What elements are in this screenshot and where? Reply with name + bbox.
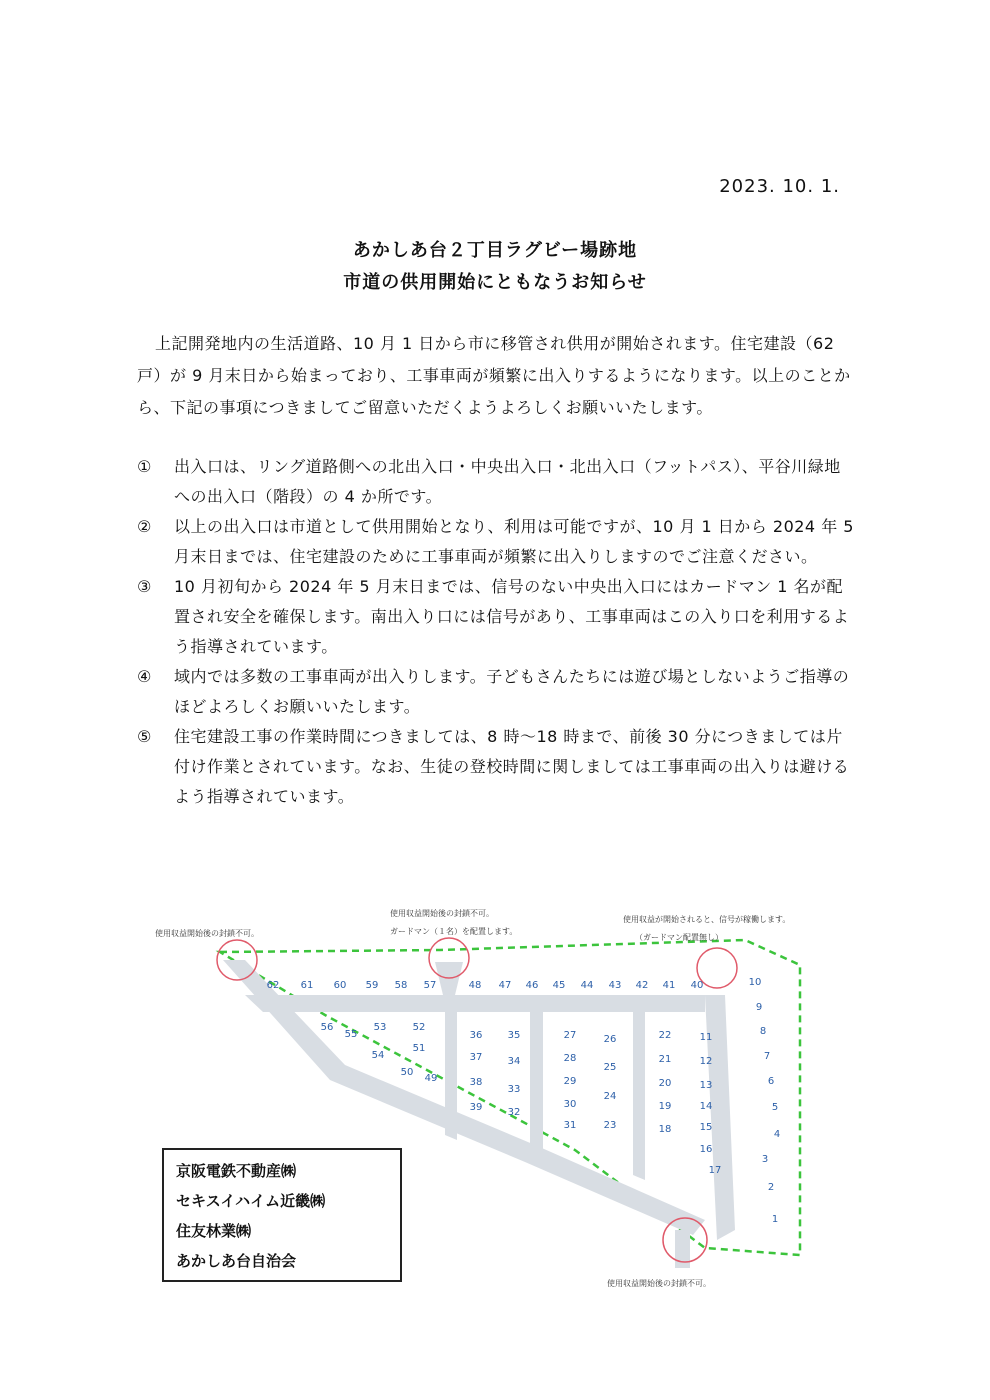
notice-text: 域内では多数の工事車両が出入りします。子どもさんたちには遊び場としないようご指導のほどよろしくお願いいたします。: [174, 667, 850, 716]
lot-number: 59: [365, 980, 379, 991]
notice-item: [137, 512, 857, 572]
lot-number: 60: [333, 980, 347, 991]
lot-number: 15: [699, 1122, 713, 1133]
lot-number: 31: [563, 1120, 577, 1131]
note-center-1: 使用収益開始後の封鎖不可。: [390, 909, 494, 918]
notice-text: 出入口は、リング道路側への北出入口・中央出入口・北出入口（フットパス）、平谷川緑地への出入口（階段）の 4 か所です。: [174, 457, 841, 506]
note-west: 使用収益開始後の封鎖不可。: [155, 929, 259, 938]
lot-number: 5: [771, 1102, 779, 1113]
lot-number: 53: [373, 1022, 387, 1033]
notice-text: 10 月初旬から 2024 年 5 月末日までは、信号のない中央出入口にはカードマン 1 名が配置され安全を確保します。南出入り口には信号があり、工事車両はこの入り口を利用するよう指導されています。: [174, 577, 850, 656]
lot-number: 22: [658, 1030, 672, 1041]
lot-number: 18: [658, 1124, 672, 1135]
lot-number: 13: [699, 1080, 713, 1091]
lot-number: 17: [708, 1165, 722, 1176]
lot-number: 34: [507, 1056, 521, 1067]
lot-number: 43: [608, 980, 622, 991]
intro-paragraph: [137, 328, 857, 424]
notice-number: ⑤: [137, 727, 152, 746]
notice-number: ①: [137, 457, 152, 476]
lot-number: 40: [690, 980, 704, 991]
notice-list: [137, 452, 857, 812]
note-south: 使用収益開始後の封鎖不可。: [607, 1279, 711, 1288]
lot-number: 58: [394, 980, 408, 991]
intro-text: 上記開発地内の生活道路、10 月 1 日から市に移管され供用が開始されます。住宅建設（62 戸）が 9 月末日から始まっており、工事車両が頻繁に出入りするようになります。以上のことから、下記の事項につきましてご留意いただくようよろしくお願いいたします。: [137, 334, 851, 417]
lot-number: 4: [773, 1129, 781, 1140]
lot-number: 30: [563, 1099, 577, 1110]
lot-number: 24: [603, 1091, 617, 1102]
lot-number: 48: [468, 980, 482, 991]
lot-number: 1: [771, 1214, 779, 1225]
lot-number: 29: [563, 1076, 577, 1087]
notice-item: [137, 572, 857, 662]
lot-number: 45: [552, 980, 566, 991]
organization-box: [162, 1148, 402, 1282]
lot-number: 56: [320, 1022, 334, 1033]
lot-number: 54: [371, 1050, 385, 1061]
organization-name: 京阪電鉄不動産㈱: [176, 1162, 297, 1180]
lot-number: 55: [344, 1029, 358, 1040]
lot-number: 12: [699, 1056, 713, 1067]
notice-number: ④: [137, 667, 152, 686]
lot-number: 50: [400, 1067, 414, 1078]
lot-number: 46: [525, 980, 539, 991]
lot-number: 57: [423, 980, 437, 991]
lot-number: 27: [563, 1030, 577, 1041]
notice-item: [137, 722, 857, 812]
notice-item: [137, 662, 857, 722]
lot-number: 41: [662, 980, 676, 991]
lot-number: 39: [469, 1102, 483, 1113]
lot-number: 11: [699, 1032, 713, 1043]
lot-number: 21: [658, 1054, 672, 1065]
lot-number: 62: [266, 980, 280, 991]
lot-number: 61: [300, 980, 314, 991]
notice-item: [137, 452, 857, 512]
organization-name: セキスイハイム近畿㈱: [176, 1192, 326, 1210]
lot-number: 44: [580, 980, 594, 991]
lot-number: 32: [507, 1107, 521, 1118]
lot-number: 51: [412, 1043, 426, 1054]
lot-number: 10: [748, 977, 762, 988]
road-inner-1: [445, 1012, 457, 1140]
lot-number: 36: [469, 1030, 483, 1041]
road-inner-2: [530, 1012, 543, 1150]
lot-number: 20: [658, 1078, 672, 1089]
lot-number: 25: [603, 1062, 617, 1073]
lot-number: 3: [761, 1154, 769, 1165]
title-line-2: 市道の供用開始にともなうお知らせ: [343, 272, 647, 293]
document-date: 2023. 10. 1.: [719, 176, 840, 197]
lot-number: 19: [658, 1101, 672, 1112]
lot-number: 16: [699, 1144, 713, 1155]
lot-number: 28: [563, 1053, 577, 1064]
lot-number: 6: [767, 1076, 775, 1087]
lot-number: 47: [498, 980, 512, 991]
lot-number: 26: [603, 1034, 617, 1045]
organization-name: 住友林業㈱: [176, 1222, 252, 1240]
note-east-1: 使用収益が開始されると、信号が稼働します。: [623, 915, 791, 924]
road-top: [245, 995, 705, 1012]
notice-number: ③: [137, 577, 152, 596]
lot-number: 38: [469, 1077, 483, 1088]
lot-number: 37: [469, 1052, 483, 1063]
notice-number: ②: [137, 517, 152, 536]
lot-number: 35: [507, 1030, 521, 1041]
lot-number: 9: [755, 1002, 763, 1013]
road-inner-3: [633, 1012, 645, 1180]
organization-name: あかしあ台自治会: [176, 1252, 297, 1270]
note-center-2: ガードマン（１名）を配置します。: [390, 927, 518, 936]
title-line-1: あかしあ台２丁目ラグビー場跡地: [352, 240, 638, 261]
lot-number: 33: [507, 1084, 521, 1095]
lot-number: 52: [412, 1022, 426, 1033]
notice-text: 以上の出入口は市道として供用開始となり、利用は可能ですが、10 月 1 日から 2024 年 5 月末日までは、住宅建設のために工事車両が頻繁に出入りしますのでご注意ください。: [174, 517, 854, 566]
lot-number: 23: [603, 1120, 617, 1131]
notice-text: 住宅建設工事の作業時間につきましては、8 時～18 時まで、前後 30 分につきましては片付け作業とされています。なお、生徒の登校時間に関しましては工事車両の出入りは避けるよう指導されています。: [174, 727, 850, 806]
lot-number: 8: [759, 1026, 767, 1037]
lot-number: 49: [424, 1073, 438, 1084]
lot-number: 7: [763, 1051, 771, 1062]
note-east-2: （ガードマン配置無し）: [635, 933, 723, 942]
lot-number: 14: [699, 1101, 713, 1112]
lot-number: 42: [635, 980, 649, 991]
lot-number: 2: [767, 1182, 775, 1193]
